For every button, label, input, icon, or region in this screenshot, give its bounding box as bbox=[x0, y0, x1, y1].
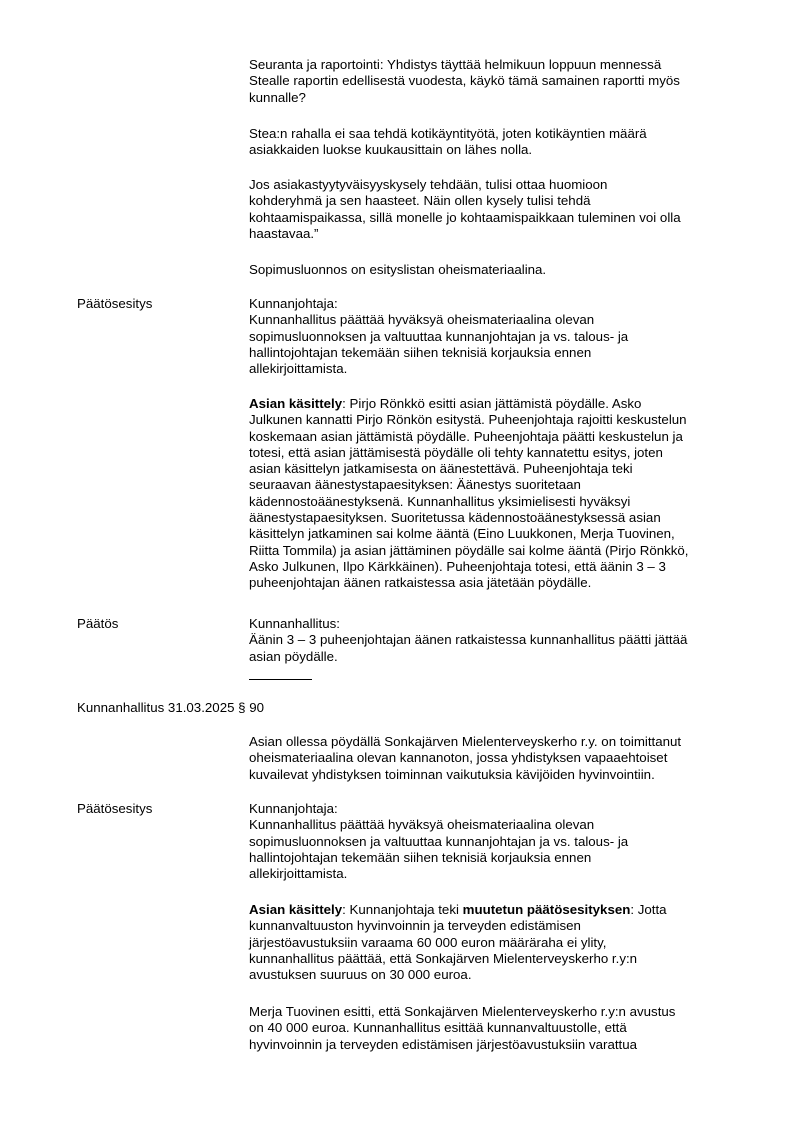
section-label-proposal-2: Päätösesitys bbox=[77, 801, 153, 816]
paragraph-statement: Asian ollessa pöydällä Sonkajärven Mielenterveyskerho r.y. on toimittanut oheismateriaalina olevan kannanoton, jossa yhdistyksen vapaaehtoiset kuvailevat yhdistyksen toiminnan vaikutuksia kävijöiden hyvinvointiin. bbox=[249, 734, 682, 782]
proposal-text: Kunnanjohtaja: Kunnanhallitus päättää hyväksyä oheismateriaalina olevan sopimusluonnoksen ja valtuuttaa kunnanjohtajan ja vs. talous- ja hallintojohtajan tekemään siihen teknisiä korjauksia ennen allekirjoittamista. bbox=[249, 296, 629, 377]
meeting-header: Kunnanhallitus 31.03.2025 § 90 bbox=[77, 700, 265, 715]
paragraph-reporting: Seuranta ja raportointi: Yhdistys täyttää helmikuun loppuun mennessä Stealle raportin edellisestä vuodesta, käykö tämä samainen raportti myös kunnalle? bbox=[249, 57, 680, 105]
handling-paragraph bbox=[249, 396, 739, 592]
handling-paragraph-2 bbox=[249, 902, 739, 983]
amended-proposal-bold: muutetun päätösesityksen bbox=[462, 902, 631, 917]
paragraph-customer-survey: Jos asiakastyytyväisyyskysely tehdään, tulisi ottaa huomioon kohderyhmä ja sen haasteet. Näin ollen kysely tulisi tehdä kohtaamispaikassa, sillä monelle jo kohtaamispaikkaan tuleminen voi olla haastavaa.” bbox=[249, 177, 681, 241]
proposal-text-2: Kunnanjohtaja: Kunnanhallitus päättää hyväksyä oheismateriaalina olevan sopimusluonnoksen ja valtuuttaa kunnanjohtajan ja vs. talous- ja hallintojohtajan tekemään siihen teknisiä korjauksia ennen allekirjoittamista. bbox=[249, 801, 629, 882]
paragraph-counterproposal: Merja Tuovinen esitti, että Sonkajärven Mielenterveyskerho r.y:n avustus on 40 000 euroa. Kunnanhallitus esittää kunnanvaltuustolle, että hyvinvoinnin ja terveyden edistämisen järjestöavustuksiin varattua bbox=[249, 1004, 676, 1052]
section-divider bbox=[249, 679, 312, 680]
handling-text: : Pirjo Rönkkö esitti asian jättämistä pöydälle. Asko Julkunen kannatti Pirjo Rönkön esitystä. Puheenjohtaja rajoitti keskustelun koskemaan asian jättämistä pöydälle. Puheenjohtaja päätti keskustelun ja totesi, että asian jättämisestä pöydälle oli tehty kannatettu esitys, joten asian käsittelyn jatkamisesta on äänestettävä. Puheenjohtaja teki seuraavan äänestystapaesityksen: Äänestys suoritetaan kädennostoäänestyksenä. Kunnanhallitus yksimielisesti hyväksyi äänestystapaesityksen. Suoritetussa kädennostoäänestyksessä asian käsittelyn jatkaminen sai kolme ääntä (Eino Luukkonen, Merja Tuovinen, Riitta Tommila) ja asian jättäminen pöydälle sai kolme ääntä (Pirjo Rönkkö, Asko Julkunen, Ilpo Kärkkäinen). Puheenjohtaja totesi, että äänin 3 – 3 puheenjohtajan äänen ratkaistessa asia jätetään pöydälle. bbox=[249, 396, 689, 591]
handling-text-2a: : Kunnanjohtaja teki bbox=[342, 902, 463, 917]
decision-text: Kunnanhallitus: Äänin 3 – 3 puheenjohtajan äänen ratkaistessa kunnanhallitus päätti jättää asian pöydälle. bbox=[249, 616, 688, 664]
handling-text-2b: : Jotta kunnanvaltuuston hyvinvoinnin ja terveyden edistämisen järjestöavustuksiin varaama 60 000 euron määräraha ei ylity, kunnanhallitus päättää, että Sonkajärven Mielenterveyskerho r.y:n avustuksen suuruus on 30 000 euroa. bbox=[249, 902, 667, 983]
paragraph-stea-funding: Stea:n rahalla ei saa tehdä kotikäyntityötä, joten kotikäyntien määrä asiakkaiden luokse kuukausittain on lähes nolla. bbox=[249, 126, 647, 158]
handling-heading: Asian käsittely bbox=[249, 396, 343, 411]
handling-heading-2: Asian käsittely bbox=[249, 902, 343, 917]
paragraph-draft-attachment: Sopimusluonnos on esityslistan oheismateriaalina. bbox=[249, 262, 547, 277]
section-label-proposal: Päätösesitys bbox=[77, 296, 153, 311]
section-label-decision: Päätös bbox=[77, 616, 119, 631]
